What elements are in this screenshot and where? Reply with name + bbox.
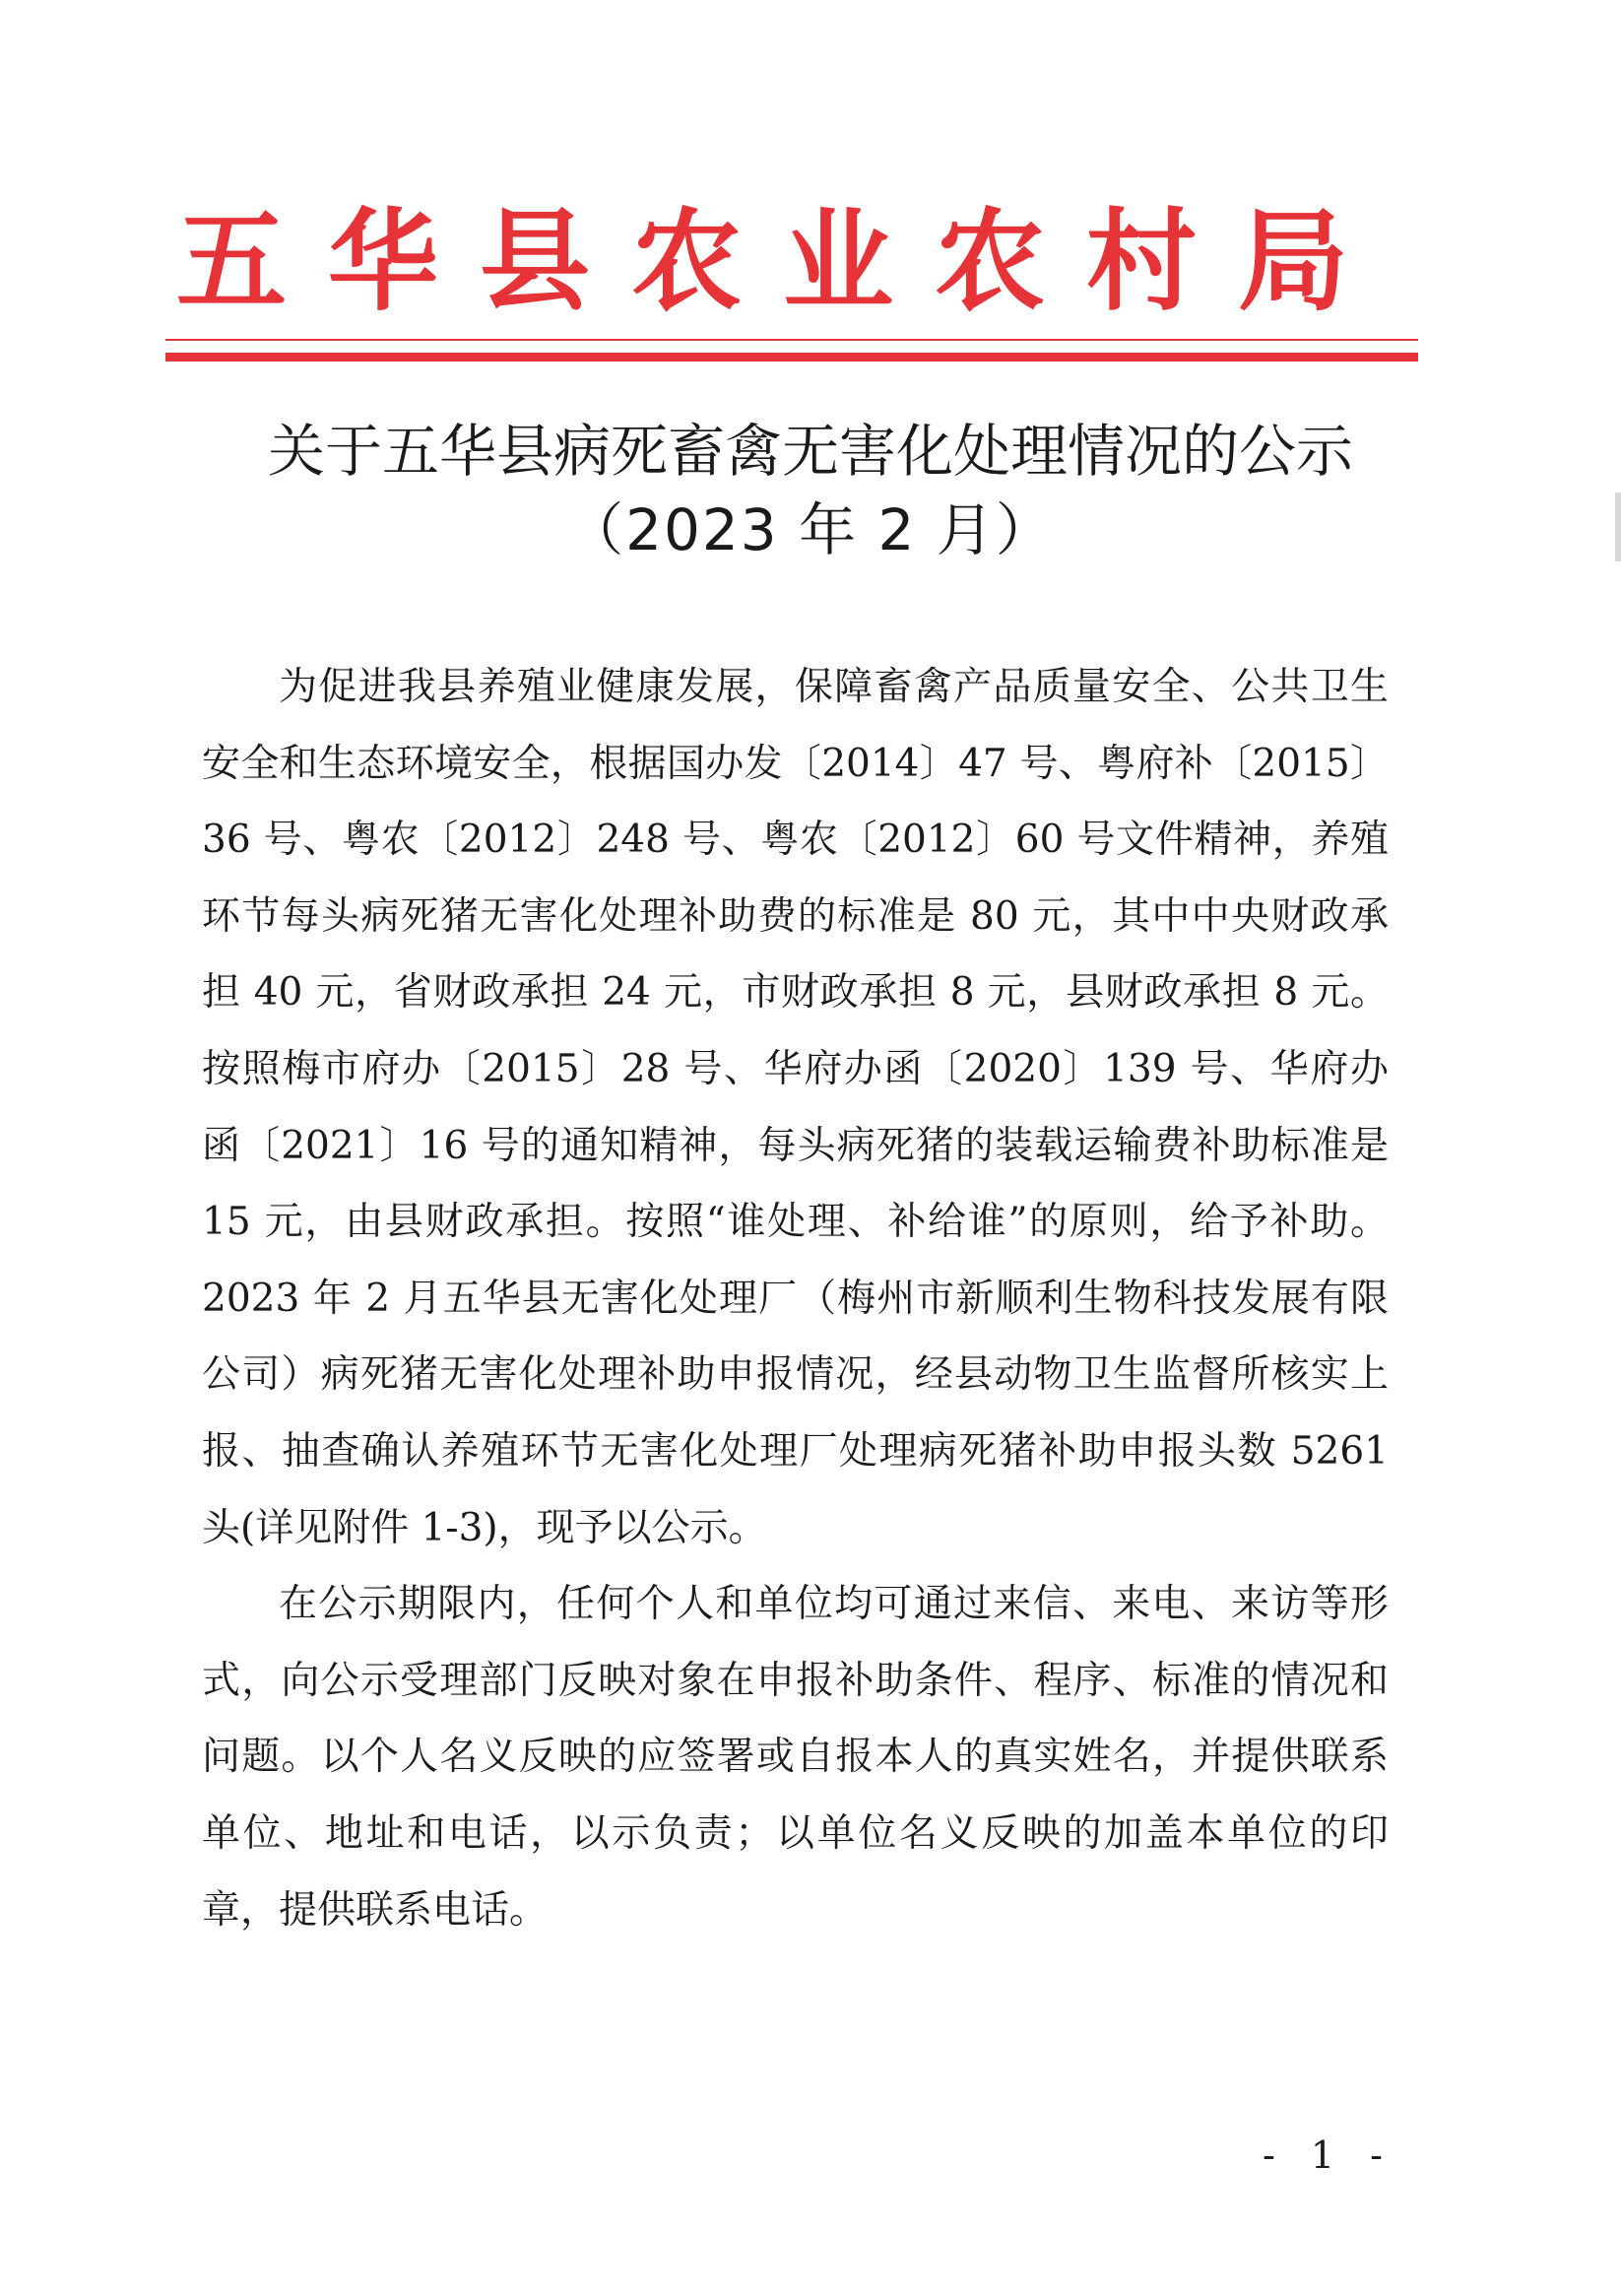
- letterhead-thick-rule: [165, 353, 1418, 361]
- body-paragraph-2: 在公示期限内，任何个人和单位均可通过来信、来电、来访等形式，向公示受理部门反映对象在申报补助条件、程序、标准的情况和问题。以个人名义反映的应签署或自报本人的真实姓名，并提供联系单位、地址和电话，以示负责；以单位名义反映的加盖本单位的印章，提供联系电话。: [202, 1582, 1389, 1933]
- scan-edge-mark: [1615, 492, 1621, 561]
- document-body: [202, 649, 1389, 1948]
- document-subtitle-date: （2023 年 2 月）: [566, 496, 1055, 563]
- document-title: 关于五华县病死畜禽无害化处理情况的公示: [267, 418, 1353, 485]
- letterhead-org-name: 五华县农业农村局: [176, 197, 1390, 326]
- page-number: - 1 -: [1262, 2133, 1394, 2177]
- body-paragraph-1: 为促进我县养殖业健康发展，保障畜禽产品质量安全、公共卫生安全和生态环境安全，根据国办发〔2014〕47 号、粤府补〔2015〕36 号、粤农〔2012〕248 号、粤农〔2012〕60 号文件精神，养殖环节每头病死猪无害化处理补助费的标准是 80 元，其中中央财政承担 40 元，省财政承担 24 元，市财政承担 8 元，县财政承担 8 元。按照梅市府办〔2015〕28 号、华府办函〔2020〕139 号、华府办函〔2021〕16 号的通知精神，每头病死猪的装载运输费补助标准是 15 元，由县财政承担。按照“谁处理、补给谁”的原则，给予补助。2023 年 2 月五华县无害化处理厂（梅州市新顺利生物科技发展有限公司）病死猪无害化处理补助申报情况，经县动物卫生监督所核实上报、抽查确认养殖环节无害化处理厂处理病死猪补助申报头数 5261 头(详见附件 1-3)，现予以公示。: [202, 665, 1389, 1550]
- letterhead-thin-rule: [165, 339, 1418, 341]
